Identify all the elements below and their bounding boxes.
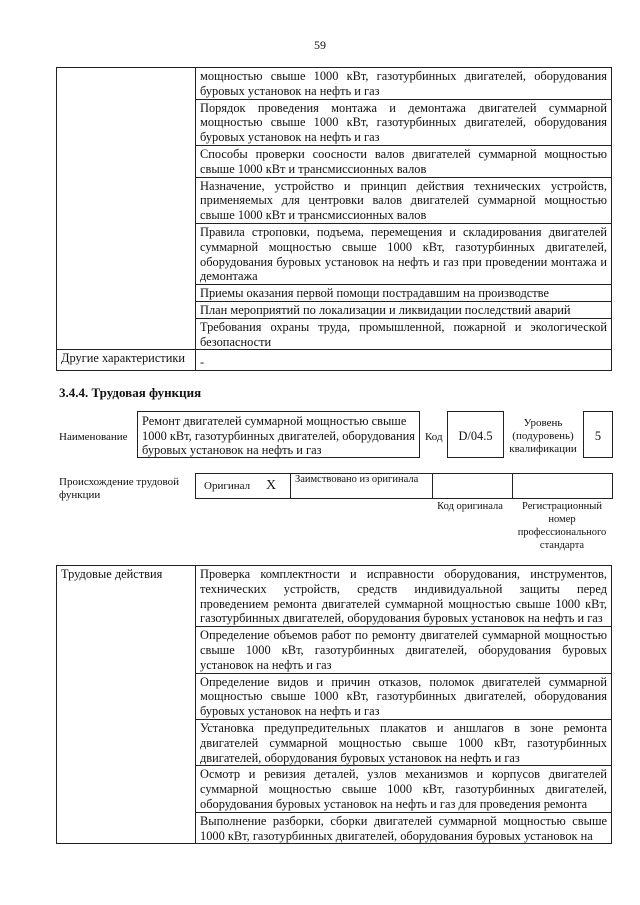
origin-label: Происхождение трудовой функции [59,476,180,501]
original-mark: X [266,478,277,493]
table-cell: Порядок проведения монтажа и демонтажа двигателей суммарной мощностью свыше 1000 кВт, газотурбинных двигателей, оборудования буровых установок на нефть и газ [196,99,612,145]
table-cell: Назначение, устройство и принцип действия технических устройств, применяемых для центровки валов двигателей суммарной мощностью свыше 1000 кВт и трансмиссионных валов [196,177,612,223]
divider [290,473,291,499]
table-cell-empty [57,68,196,350]
labor-actions-table [56,565,612,844]
table-cell: Определение видов и причин отказов, поломок двигателей суммарной мощностью свыше 1000 кВт, газотурбинных двигателей, оборудования буровых установок на нефть и газ [196,673,612,719]
divider [432,473,433,499]
divider [512,473,513,499]
table-cell: Требования охраны труда, промышленной, пожарной и экологической безопасности [196,318,612,350]
table-row [57,350,612,371]
code-original-caption: Код оригинала [437,501,503,512]
table-cell: План мероприятий по локализации и ликвидации последствий аварий [196,301,612,318]
section-heading: 3.4.4. Трудовая функция [59,385,202,400]
other-characteristics-label: Другие характеристики [57,350,196,371]
table-cell: Осмотр и ревизия деталей, узлов механизмов и корпусов двигателей суммарной мощностью свыше 1000 кВт, газотурбинных двигателей, оборудования буровых установок на нефть и газ для проведения ремонта [196,766,612,812]
table-row [57,68,612,100]
level-label: Уровень (подуровень) квалификации [509,417,577,455]
page-number: 59 [314,38,326,52]
name-label: Наименование [59,431,128,443]
borrowed-label: Заимствовано из оригинала [295,474,419,485]
labor-actions-label: Трудовые действия [57,566,196,844]
registration-number-caption: Регистрационный номер профессионального стандарта [517,501,607,551]
origin-box [195,473,613,499]
table-cell: Определение объемов работ по ремонту двигателей суммарной мощностью свыше 1000 кВт, газотурбинных двигателей, оборудования буровых установок на нефть и газ [196,627,612,673]
table-cell: Правила строповки, подъема, перемещения и складирования двигателей суммарной мощностью свыше 1000 кВт, газотурбинных двигателей, оборудования буровых установок на нефть и газ при проведении монтажа и демонтажа [196,223,612,284]
original-label: Оригинал [204,480,251,492]
table-cell: Проверка комплектности и исправности оборудования, инструментов, технических устройств, средств индивидуальной защиты перед проведением ремонта двигателей суммарной мощностью свыше 1000 кВт, газотурбинных двигателей, оборудования буровых установок на нефть и газ [196,566,612,627]
function-code-box: D/04.5 [447,411,504,458]
table-cell: Установка предупредительных плакатов и аншлагов в зоне ремонта двигателей суммарной мощностью свыше 1000 кВт, газотурбинных двигателей, оборудования буровых установок на нефть и газ [196,719,612,765]
table-cell: Способы проверки соосности валов двигателей суммарной мощностью свыше 1000 кВт и трансмиссионных валов [196,145,612,177]
knowledge-table [56,67,612,371]
table-cell: Выполнение разборки, сборки двигателей суммарной мощностью свыше 1000 кВт, газотурбинных двигателей, оборудования буровых установок на [196,812,612,844]
other-characteristics-value: - [196,350,612,371]
qualification-level-box: 5 [583,411,613,458]
table-cell: Приемы оказания первой помощи пострадавшим на производстве [196,285,612,302]
function-name-box: Ремонт двигателей суммарной мощностью свыше 1000 кВт, газотурбинных двигателей, оборудования буровых установок на нефть и газ [137,411,420,458]
table-row [57,566,612,627]
code-label: Код [425,431,443,443]
table-cell: мощностью свыше 1000 кВт, газотурбинных двигателей, оборудования буровых установок на нефть и газ [196,68,612,100]
